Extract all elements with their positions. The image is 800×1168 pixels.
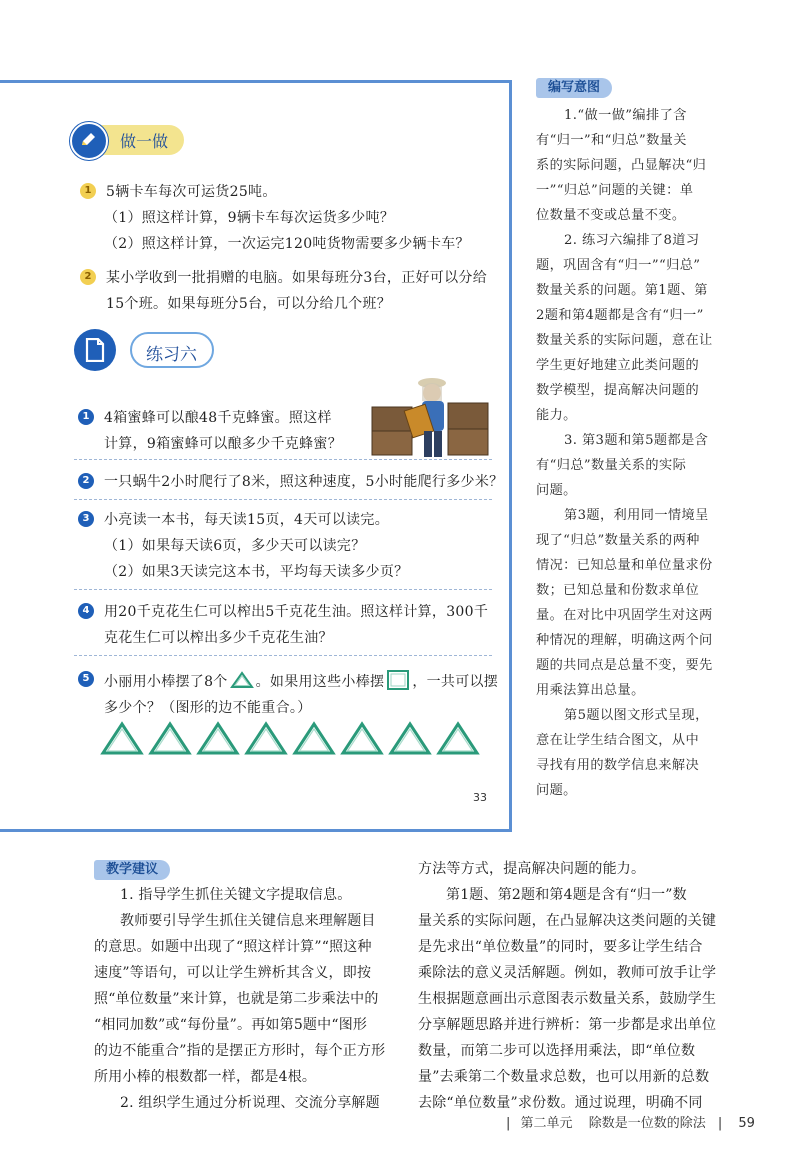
question-text: 一只蜗牛2小时爬行了8米，照这种速度，5小时能爬行多少米？ xyxy=(104,474,504,490)
note-line: 有“归总”数量关系的实际 xyxy=(536,458,687,473)
textbook-page xyxy=(0,80,512,832)
stick-triangle xyxy=(247,724,285,753)
divider xyxy=(74,655,492,656)
note-line: 3. 第3题和第5题都是含 xyxy=(564,433,709,448)
question-text: 用20千克花生仁可以榨出5千克花生油。照这样计算，300千 xyxy=(104,604,489,620)
triangle-icon xyxy=(230,671,254,689)
do-section-header xyxy=(74,125,184,155)
stick-triangle xyxy=(439,724,477,753)
note-line: 问题。 xyxy=(536,783,577,798)
practice-title: 练习六 xyxy=(146,345,197,365)
note-line: 学生更好地建立此类问题的 xyxy=(536,358,700,373)
suggest-line: 数量，而第二步可以选择用乘法，即“单位数 xyxy=(418,1043,696,1059)
suggest-line: 是先求出“单位数量”的同时，要多让学生结合 xyxy=(418,939,703,955)
note-line: 第3题，利用同一情境呈 xyxy=(564,508,709,523)
footer-unit: 第二单元 xyxy=(520,1116,573,1131)
do-section-title: 做一做 xyxy=(120,132,169,151)
question-text: 某小学收到一批捐赠的电脑。如果每班分3台，正好可以分给 xyxy=(106,270,488,286)
practice-title-pill xyxy=(130,332,214,368)
question-number: 1 xyxy=(80,183,96,199)
footer-sep: | xyxy=(506,1116,511,1131)
suggest-line: 所用小棒的根数都一样，都是4根。 xyxy=(94,1069,317,1085)
suggest-title: 教学建议 xyxy=(94,860,170,880)
divider xyxy=(74,499,492,500)
suggest-line: 速度”等语句，可以让学生辨析其含义，即按 xyxy=(94,965,372,981)
page-footer xyxy=(506,1112,755,1131)
suggest-line: 教师要引导学生抓住关键信息来理解题目 xyxy=(120,913,376,929)
note-line: 2. 练习六编排了8道习 xyxy=(564,233,700,248)
suggest-line: 乘除法的意义灵活解题。例如，教师可放手让学 xyxy=(418,965,717,981)
stick-triangle xyxy=(151,724,189,753)
note-line: 问题。 xyxy=(536,483,577,498)
note-line: 数量关系的实际问题，意在让 xyxy=(536,333,713,348)
page-number: 59 xyxy=(738,1116,755,1131)
stick-triangle xyxy=(343,724,381,753)
note-line: 数；已知总量和份数求单位 xyxy=(536,583,700,598)
stick-triangle xyxy=(103,724,141,753)
note-line: 能力。 xyxy=(536,408,577,423)
suggest-line: 去除“单位数量”求份数。通过说理，明确不同 xyxy=(418,1095,703,1111)
textbook-page-number: 33 xyxy=(473,791,487,804)
suggest-line: 第1题、第2题和第4题是含有“归一”数 xyxy=(446,887,687,903)
note-line: 用乘法算出总量。 xyxy=(536,683,645,698)
suggest-line: 分享解题思路并进行辨析：第一步都是求出单位 xyxy=(418,1017,717,1033)
question-text: （2）照这样计算，一次运完120吨货物需要多少辆卡车？ xyxy=(104,236,470,252)
question-text: 5辆卡车每次可运货25吨。 xyxy=(106,184,277,200)
question-text: 小亮读一本书，每天读15页，4天可以读完。 xyxy=(104,512,390,528)
square-icon xyxy=(386,669,410,691)
suggest-line: 的意思。如题中出现了“照这样计算”“照这种 xyxy=(94,939,372,955)
question-text: （1）如果每天读6页，多少天可以读完？ xyxy=(104,538,366,554)
suggest-line: 2. 组织学生通过分析说理、交流分享解题 xyxy=(120,1095,380,1111)
question-text: 4箱蜜蜂可以酿48千克蜂蜜。照这样 xyxy=(104,410,332,426)
note-line: 现了“归总”数量关系的两种 xyxy=(536,533,700,548)
question-text: 多少个？（图形的边不能重合。） xyxy=(104,700,312,716)
suggest-line: 的边不能重合”指的是摆正方形时，每个正方形 xyxy=(94,1043,386,1059)
document-icon xyxy=(74,329,116,371)
note-line: 1.“做一做”编排了含 xyxy=(564,108,687,123)
note-line: 题，巩固含有“归一”“归总” xyxy=(536,258,701,273)
question-text: 15个班。如果每班分5台，可以分给几个班？ xyxy=(106,296,392,312)
question-number: 3 xyxy=(78,511,94,527)
note-line: 数量关系的问题。第1题、第 xyxy=(536,283,708,298)
note-line: 意在让学生结合图文，从中 xyxy=(536,733,700,748)
divider xyxy=(74,459,492,460)
notes-title: 编写意图 xyxy=(536,78,612,98)
question-number: 5 xyxy=(78,671,94,687)
footer-title: 除数是一位数的除法 xyxy=(588,1116,706,1131)
suggest-line: 方法等方式，提高解决问题的能力。 xyxy=(418,861,646,877)
stick-triangles xyxy=(100,721,492,757)
note-line: 第5题以图文形式呈现， xyxy=(564,708,709,723)
note-line: 种情况的理解，明确这两个问 xyxy=(536,633,713,648)
stick-triangle xyxy=(199,724,237,753)
note-line: 量。在对比中巩固学生对这两 xyxy=(536,608,713,623)
question-text: 计算，9箱蜜蜂可以酿多少千克蜂蜜？ xyxy=(104,436,343,452)
note-line: 题的共同点是总量不变，要先 xyxy=(536,658,713,673)
note-line: 有“归一”和“归总”数量关 xyxy=(536,133,687,148)
question-number: 2 xyxy=(78,473,94,489)
suggest-line: 量”去乘第二个数量求总数，也可以用新的总数 xyxy=(418,1069,710,1085)
question-number: 2 xyxy=(80,269,96,285)
note-line: 寻找有用的数学信息来解决 xyxy=(536,758,700,773)
suggest-line: 1. 指导学生抓住关键文字提取信息。 xyxy=(120,887,352,903)
note-line: 2题和第4题都是含有“归一” xyxy=(536,308,704,323)
question-number: 1 xyxy=(78,409,94,425)
divider xyxy=(74,589,492,590)
note-line: 情况：已知总量和单位量求份 xyxy=(536,558,713,573)
pencil-badge-icon xyxy=(70,122,108,160)
question-text: 克花生仁可以榨出多少千克花生油？ xyxy=(104,630,333,646)
beekeeper-illustration xyxy=(370,373,492,461)
note-line: 位数量不变或总量不变。 xyxy=(536,208,686,223)
suggest-line: “相同加数”或“每份量”。再如第5题中“图形 xyxy=(94,1017,368,1033)
suggest-line: 照“单位数量”来计算，也就是第二步乘法中的 xyxy=(94,991,379,1007)
suggest-line: 生根据题意画出示意图表示数量关系，鼓励学生 xyxy=(418,991,717,1007)
stick-triangle xyxy=(295,724,333,753)
note-line: 系的实际问题，凸显解决“归 xyxy=(536,158,707,173)
stick-triangle xyxy=(391,724,429,753)
question-text: （1）照这样计算，9辆卡车每次运货多少吨？ xyxy=(104,210,395,226)
question-text: （2）如果3天读完这本书，平均每天读多少页？ xyxy=(104,564,409,580)
question-number: 4 xyxy=(78,603,94,619)
footer-sep: | xyxy=(717,1116,723,1131)
suggest-line: 量关系的实际问题，在凸显解决这类问题的关键 xyxy=(418,913,717,929)
note-line: 一”“归总”问题的关键：单 xyxy=(536,183,694,198)
question-text: 小丽用小棒摆了8个 。如果用这些小棒摆 ，一共可以摆 xyxy=(104,669,498,691)
note-line: 数学模型，提高解决问题的 xyxy=(536,383,700,398)
